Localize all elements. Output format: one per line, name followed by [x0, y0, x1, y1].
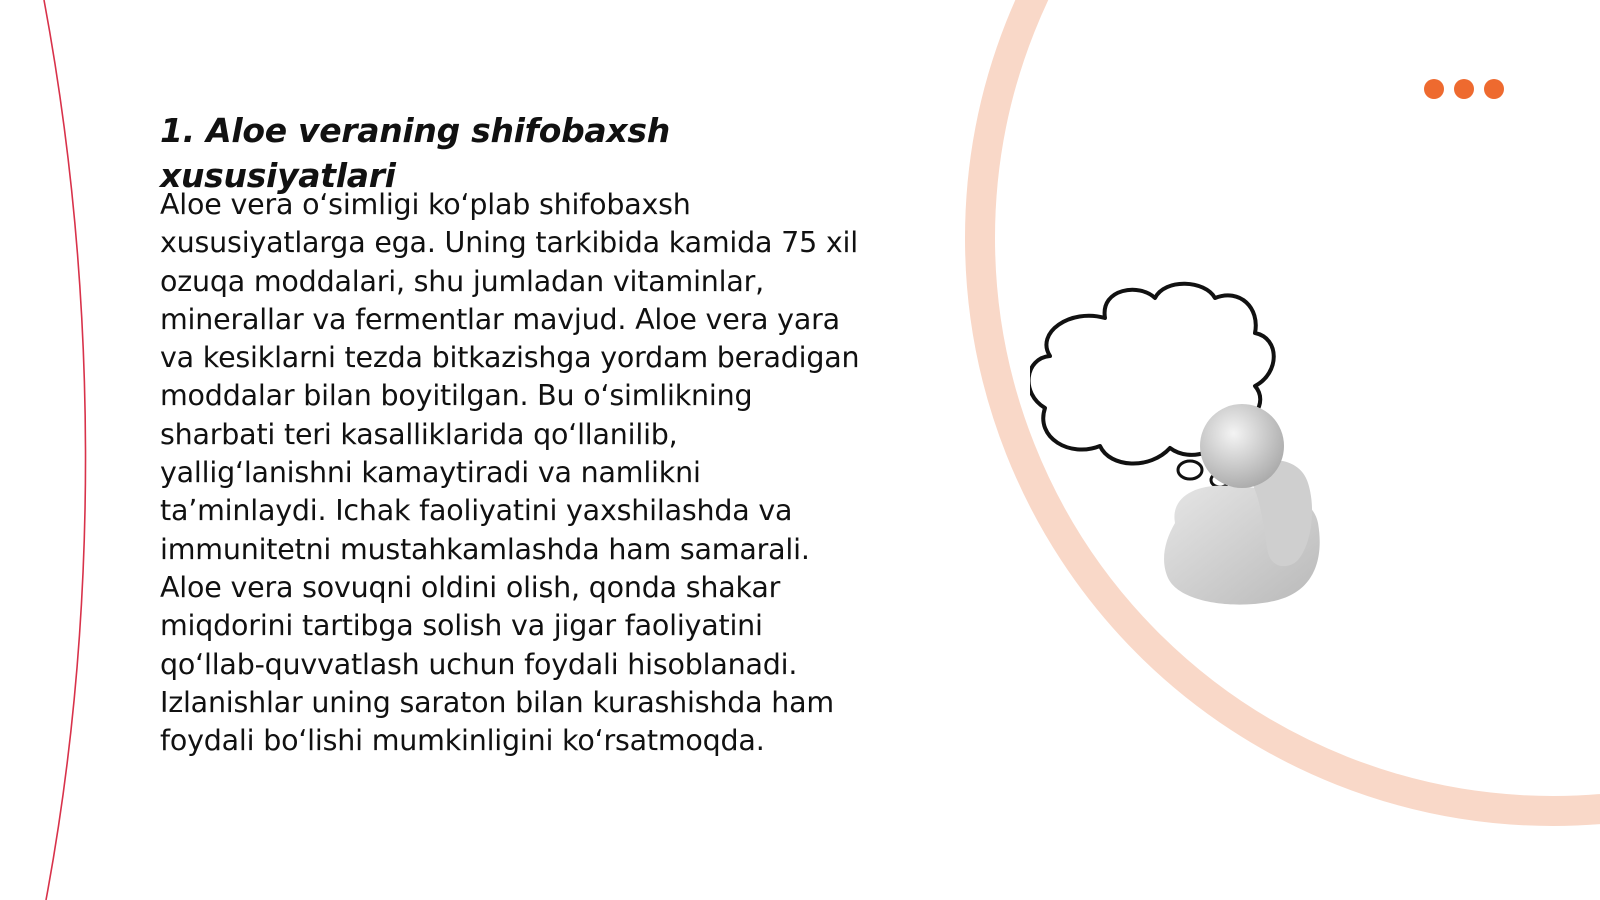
three-dots-icon: [1424, 79, 1504, 99]
thought-bubble-small: [1178, 461, 1202, 479]
left-curve-line: [44, 0, 86, 900]
slide-body-text: Aloe vera oʻsimligi koʻplab shifobaxsh xususiyatlarga ega. Uning tarkibida kamida 75 xil ozuqa moddalari, shu jumladan vitaminlar, minerallar va fermentlar mavjud. Aloe vera yara va kesiklarni tezda bitkazishga yordam beradigan moddalar bilan boyitilgan. Bu oʻsimlikning sharbati teri kasalliklarida qoʻllanilib, yalligʻlanishni kamaytiradi va namlikni taʼminlaydi. Ichak faoliyatini yaxshilashda va immunitetni mustahkamlashda ham samarali. Aloe vera sovuqni oldini olish, qonda shakar miqdorini tartibga solish va jigar faoliyatini qoʻllab-quvvatlash uchun foydali hisoblanadi. Izlanishlar uning saraton bilan kurashishda ham foydali boʻlishi mumkinligini koʻrsatmoqda.: [160, 188, 860, 758]
thinking-person-icon: [1030, 278, 1350, 618]
dot: [1424, 79, 1444, 99]
slide-title: 1. Aloe veraning shifobaxsh xususiyatlari: [160, 111, 670, 195]
dot: [1484, 79, 1504, 99]
person-head: [1200, 404, 1284, 488]
dot: [1454, 79, 1474, 99]
